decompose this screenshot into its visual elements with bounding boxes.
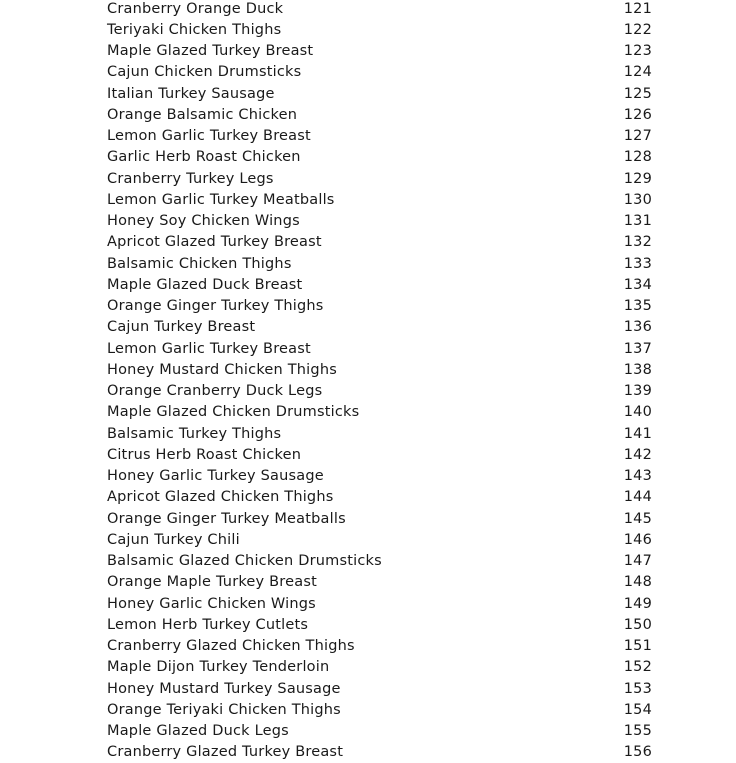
toc-entry[interactable] [107,423,652,444]
toc-entry-title: Garlic Herb Roast Chicken [107,149,301,166]
toc-entry-page-number: 144 [623,489,652,506]
toc-entry-title: Lemon Herb Turkey Cutlets [107,616,309,633]
toc-entry-title: Orange Maple Turkey Breast [107,574,317,591]
toc-entry[interactable] [107,508,652,529]
toc-entry-title: Teriyaki Chicken Thighs [107,21,282,38]
toc-entry-page-number: 124 [623,64,652,81]
toc-entry[interactable] [107,466,652,487]
toc-entry[interactable] [107,742,652,763]
toc-entry-page-number: 154 [623,701,652,718]
toc-entry-title: Orange Teriyaki Chicken Thighs [107,701,341,718]
toc-entry-page-number: 132 [623,234,652,251]
toc-entry[interactable] [107,62,652,83]
toc-entry[interactable] [107,551,652,572]
toc-entry[interactable] [107,211,652,232]
toc-entry-page-number: 121 [623,0,652,17]
toc-entry-title: Honey Garlic Turkey Sausage [107,468,324,485]
toc-entry-title: Balsamic Glazed Chicken Drumsticks [107,553,382,570]
toc-entry[interactable] [107,402,652,423]
toc-entry-title: Maple Glazed Turkey Breast [107,43,314,60]
toc-entry-page-number: 123 [623,43,652,60]
toc-entry[interactable] [107,721,652,742]
toc-entry-title: Balsamic Turkey Thighs [107,425,282,442]
toc-entry-page-number: 150 [623,616,652,633]
toc-entry-title: Cranberry Orange Duck [107,0,284,17]
toc-entry-title: Cranberry Glazed Turkey Breast [107,744,344,761]
toc-entry[interactable] [107,444,652,465]
toc-entry-title: Cranberry Glazed Chicken Thighs [107,638,355,655]
toc-entry-page-number: 146 [623,531,652,548]
toc-entry-title: Lemon Garlic Turkey Meatballs [107,191,335,208]
toc-entry-page-number: 152 [623,659,652,676]
toc-entry-page-number: 127 [623,128,652,145]
toc-entry-title: Italian Turkey Sausage [107,85,275,102]
toc-entry[interactable] [107,317,652,338]
toc-entry-title: Citrus Herb Roast Chicken [107,446,302,463]
toc-entry-title: Honey Mustard Turkey Sausage [107,680,341,697]
toc-entry-page-number: 136 [623,319,652,336]
toc-entry-page-number: 130 [623,191,652,208]
toc-entry[interactable] [107,572,652,593]
toc-entry-title: Maple Glazed Duck Legs [107,723,289,740]
toc-entry[interactable] [107,0,652,19]
toc-entry[interactable] [107,41,652,62]
toc-entry[interactable] [107,614,652,635]
toc-entry[interactable] [107,232,652,253]
toc-entry-title: Honey Garlic Chicken Wings [107,595,316,612]
toc-entry[interactable] [107,189,652,210]
toc-entry-title: Orange Balsamic Chicken [107,106,298,123]
toc-entry[interactable] [107,274,652,295]
toc-entry-title: Cranberry Turkey Legs [107,170,274,187]
toc-entry-page-number: 138 [623,361,652,378]
toc-entry-page-number: 137 [623,340,652,357]
toc-entry[interactable] [107,338,652,359]
toc-entry-page-number: 156 [623,744,652,761]
toc-entry[interactable] [107,636,652,657]
toc-entry[interactable] [107,487,652,508]
toc-entry-page-number: 125 [623,85,652,102]
toc-entry-title: Orange Cranberry Duck Legs [107,383,323,400]
toc-entry[interactable] [107,104,652,125]
toc-entry-page-number: 143 [623,468,652,485]
toc-entry-page-number: 135 [623,298,652,315]
toc-entry[interactable] [107,657,652,678]
toc-entry-title: Lemon Garlic Turkey Breast [107,340,311,357]
toc-entry-title: Orange Ginger Turkey Thighs [107,298,324,315]
toc-entry-page-number: 126 [623,106,652,123]
toc-entry-title: Apricot Glazed Chicken Thighs [107,489,334,506]
toc-entry-page-number: 122 [623,21,652,38]
toc-entry[interactable] [107,253,652,274]
toc-entry-title: Balsamic Chicken Thighs [107,255,292,272]
toc-entry-page-number: 140 [623,404,652,421]
toc-entry[interactable] [107,168,652,189]
toc-entry[interactable] [107,126,652,147]
toc-entry-title: Honey Mustard Chicken Thighs [107,361,337,378]
toc-entry[interactable] [107,678,652,699]
toc-entry-page-number: 147 [623,553,652,570]
toc-entry[interactable] [107,359,652,380]
toc-entry[interactable] [107,19,652,40]
toc-entry-title: Maple Glazed Chicken Drumsticks [107,404,360,421]
toc-entry-title: Cajun Turkey Chili [107,531,240,548]
toc-entry[interactable] [107,593,652,614]
table-of-contents [107,0,652,763]
toc-entry-page-number: 133 [623,255,652,272]
toc-entry-page-number: 128 [623,149,652,166]
toc-entry-page-number: 149 [623,595,652,612]
toc-entry[interactable] [107,699,652,720]
toc-entry-title: Lemon Garlic Turkey Breast [107,128,311,145]
toc-entry[interactable] [107,296,652,317]
toc-entry-title: Maple Glazed Duck Breast [107,276,303,293]
toc-entry-page-number: 148 [623,574,652,591]
toc-entry[interactable] [107,381,652,402]
toc-entry-page-number: 145 [623,510,652,527]
toc-entry-title: Maple Dijon Turkey Tenderloin [107,659,330,676]
toc-entry-page-number: 129 [623,170,652,187]
toc-entry-title: Cajun Turkey Breast [107,319,256,336]
toc-entry-page-number: 134 [623,276,652,293]
toc-entry-title: Orange Ginger Turkey Meatballs [107,510,346,527]
toc-entry-title: Apricot Glazed Turkey Breast [107,234,322,251]
toc-entry-title: Honey Soy Chicken Wings [107,213,300,230]
toc-entry-page-number: 141 [623,425,652,442]
toc-entry[interactable] [107,83,652,104]
toc-entry-title: Cajun Chicken Drumsticks [107,64,302,81]
toc-entry-page-number: 131 [623,213,652,230]
toc-entry-page-number: 155 [623,723,652,740]
toc-entry-page-number: 142 [623,446,652,463]
toc-entry-page-number: 151 [623,638,652,655]
toc-entry[interactable] [107,147,652,168]
toc-entry-page-number: 139 [623,383,652,400]
toc-entry-page-number: 153 [623,680,652,697]
toc-entry[interactable] [107,529,652,550]
